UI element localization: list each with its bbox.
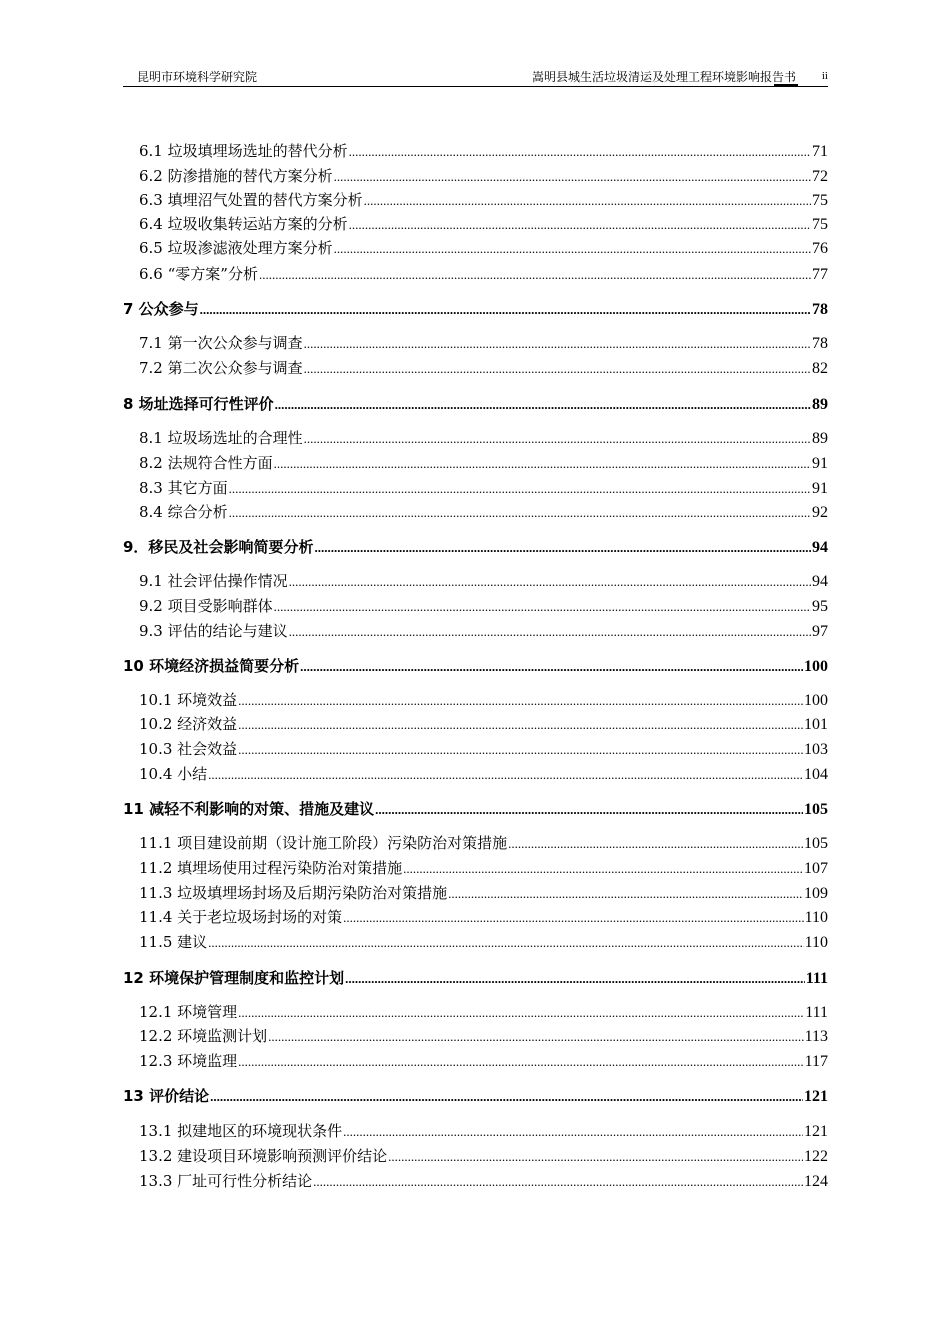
toc-section-entry[interactable] [139, 1001, 828, 1023]
toc-entry-title: 12.1 环境管理 [139, 1003, 238, 1021]
toc-section-entry[interactable] [139, 882, 828, 904]
toc-chapter-entry[interactable] [123, 1085, 828, 1107]
toc-entry-title: 13.2 建设项目环境影响预测评价结论 [139, 1147, 388, 1165]
toc-section-entry[interactable] [139, 427, 828, 449]
header-report-title: 嵩明县城生活垃圾清运及处理工程环境影响报告书 [531, 70, 796, 84]
toc-entry-title: 9.3 评估的结论与建议 [139, 622, 288, 640]
toc-entry-page: 110 [804, 934, 828, 951]
toc-entry-title: 10.3 社会效益 [139, 740, 238, 758]
toc-section-entry[interactable] [139, 501, 828, 523]
toc-dot-leader [274, 596, 811, 618]
toc-entry-page: 121 [804, 1088, 828, 1105]
toc-entry-page: 105 [804, 835, 828, 852]
toc-dot-leader [229, 478, 811, 500]
toc-section-entry[interactable] [139, 213, 828, 235]
toc-section-entry[interactable] [139, 595, 828, 617]
toc-entry-page: 89 [812, 430, 828, 447]
toc-chapter-entry[interactable] [123, 798, 828, 820]
toc-chapter-entry[interactable] [123, 967, 828, 989]
toc-entry-page: 78 [812, 301, 828, 318]
toc-dot-leader [229, 502, 811, 524]
toc-dot-leader [275, 394, 811, 416]
toc-section-entry[interactable] [139, 620, 828, 642]
toc-entry-title: 10 环境经济损益简要分析 [123, 657, 300, 675]
toc-entry-page: 91 [812, 480, 828, 497]
toc-section-entry[interactable] [139, 357, 828, 379]
toc-entry-page: 100 [804, 692, 828, 709]
toc-entry-title: 6.1 垃圾填埋场选址的替代分析 [139, 142, 348, 160]
toc-dot-leader [343, 1121, 803, 1143]
toc-dot-leader [208, 932, 803, 954]
toc-entry-page: 103 [804, 741, 828, 758]
toc-dot-leader [364, 190, 811, 212]
toc-entry-page: 101 [804, 716, 828, 733]
toc-section-entry[interactable] [139, 165, 828, 187]
toc-entry-page: 75 [812, 216, 828, 233]
toc-dot-leader [313, 1171, 803, 1193]
toc-entry-title: 9．移民及社会影响简要分析 [123, 538, 314, 556]
toc-dot-leader [403, 858, 803, 880]
toc-dot-leader [345, 968, 805, 990]
page-header [123, 66, 828, 87]
toc-section-entry[interactable] [139, 477, 828, 499]
toc-entry-page: 117 [804, 1053, 828, 1070]
toc-section-entry[interactable] [139, 713, 828, 735]
toc-entry-page: 92 [812, 504, 828, 521]
toc-entry-title: 11.3 垃圾填埋场封场及后期污染防治对策措施 [139, 884, 448, 902]
toc-section-entry[interactable] [139, 931, 828, 953]
toc-dot-leader [304, 428, 811, 450]
toc-entry-page: 89 [812, 396, 828, 413]
toc-entry-page: 75 [812, 192, 828, 209]
toc-entry-page: 111 [805, 1004, 828, 1021]
toc-entry-page: 121 [804, 1123, 828, 1140]
toc-dot-leader [304, 333, 811, 355]
toc-entry-title: 8.1 垃圾场选址的合理性 [139, 429, 303, 447]
toc-dot-leader [300, 656, 803, 678]
toc-section-entry[interactable] [139, 1025, 828, 1047]
toc-entry-title: 13 评价结论 [123, 1087, 210, 1105]
toc-entry-page: 82 [812, 360, 828, 377]
toc-entry-title: 10.1 环境效益 [139, 691, 238, 709]
toc-entry-page: 122 [804, 1148, 828, 1165]
toc-section-entry[interactable] [139, 140, 828, 162]
toc-section-entry[interactable] [139, 570, 828, 592]
toc-entry-title: 13.1 拟建地区的环境现状条件 [139, 1122, 343, 1140]
toc-entry-title: 11.2 填埋场使用过程污染防治对策措施 [139, 859, 403, 877]
toc-dot-leader [238, 1051, 803, 1073]
toc-entry-page: 107 [804, 860, 828, 877]
toc-entry-page: 91 [812, 455, 828, 472]
toc-section-entry[interactable] [139, 1120, 828, 1142]
toc-dot-leader [210, 1086, 803, 1108]
toc-entry-title: 6.6 “零方案”分析 [139, 265, 258, 283]
toc-dot-leader [208, 764, 803, 786]
toc-entry-page: 95 [812, 598, 828, 615]
toc-entry-title: 12.3 环境监理 [139, 1052, 238, 1070]
toc-section-entry[interactable] [139, 189, 828, 211]
toc-entry-page: 109 [804, 885, 828, 902]
header-page-number: ii [821, 70, 828, 82]
toc-entry-title: 8.4 综合分析 [139, 503, 228, 521]
toc-chapter-entry[interactable] [123, 536, 828, 558]
toc-section-entry[interactable] [139, 763, 828, 785]
toc-entry-page: 97 [812, 623, 828, 640]
toc-entry-title: 6.5 垃圾渗滤液处理方案分析 [139, 239, 333, 257]
toc-entry-page: 77 [812, 266, 828, 283]
toc-dot-leader [238, 739, 803, 761]
toc-entry-title: 8.3 其它方面 [139, 479, 228, 497]
toc-dot-leader [388, 1146, 803, 1168]
toc-section-entry[interactable] [139, 332, 828, 354]
toc-section-entry[interactable] [139, 689, 828, 711]
toc-entry-title: 11 减轻不利影响的对策、措施及建议 [123, 800, 375, 818]
toc-section-entry[interactable] [139, 452, 828, 474]
toc-dot-leader [314, 537, 811, 559]
toc-entry-page: 124 [804, 1173, 828, 1190]
toc-entry-page: 94 [812, 573, 828, 590]
toc-entry-page: 78 [812, 335, 828, 352]
toc-section-entry[interactable] [139, 906, 828, 928]
toc-dot-leader [508, 833, 803, 855]
toc-entry-page: 76 [812, 240, 828, 257]
toc-dot-leader [334, 238, 811, 260]
toc-entry-title: 11.4 关于老垃圾场封场的对策 [139, 908, 343, 926]
toc-entry-title: 6.4 垃圾收集转运站方案的分析 [139, 215, 348, 233]
toc-chapter-entry[interactable] [123, 298, 828, 320]
toc-dot-leader [259, 264, 811, 286]
toc-chapter-entry[interactable] [123, 655, 828, 677]
toc-entry-title: 6.3 填埋沼气处置的替代方案分析 [139, 191, 363, 209]
toc-dot-leader [200, 299, 811, 321]
toc-entry-title: 6.2 防渗措施的替代方案分析 [139, 167, 333, 185]
toc-dot-leader [375, 799, 803, 821]
toc-section-entry[interactable] [139, 1050, 828, 1072]
header-institute: 昆明市环境科学研究院 [137, 70, 258, 84]
toc-entry-page: 105 [804, 801, 828, 818]
toc-entry-title: 7.1 第一次公众参与调查 [139, 334, 303, 352]
toc-entry-title: 11.5 建议 [139, 933, 208, 951]
toc-dot-leader [268, 1026, 803, 1048]
toc-section-entry[interactable] [139, 738, 828, 760]
toc-entry-page: 104 [804, 766, 828, 783]
toc-entry-title: 10.2 经济效益 [139, 715, 238, 733]
toc-entry-title: 7 公众参与 [123, 300, 199, 318]
toc-entry-title: 7.2 第二次公众参与调查 [139, 359, 303, 377]
toc-section-entry[interactable] [139, 832, 828, 854]
toc-entry-title: 12 环境保护管理制度和监控计划 [123, 969, 345, 987]
toc-section-entry[interactable] [139, 263, 828, 285]
toc-dot-leader [448, 883, 803, 905]
toc-dot-leader [238, 1002, 804, 1024]
toc-entry-page: 94 [812, 539, 828, 556]
toc-dot-leader [274, 453, 811, 475]
toc-entry-title: 8 场址选择可行性评价 [123, 395, 274, 413]
toc-dot-leader [289, 621, 811, 643]
toc-entry-page: 113 [804, 1028, 828, 1045]
toc-entry-title: 11.1 项目建设前期（设计施工阶段）污染防治对策措施 [139, 834, 508, 852]
toc-entry-title: 12.2 环境监测计划 [139, 1027, 268, 1045]
toc-entry-title: 10.4 小结 [139, 765, 208, 783]
toc-dot-leader [238, 690, 803, 712]
toc-dot-leader [343, 907, 803, 929]
toc-entry-page: 72 [812, 168, 828, 185]
toc-section-entry[interactable] [139, 237, 828, 259]
toc-dot-leader [334, 166, 811, 188]
toc-chapter-entry[interactable] [123, 393, 828, 415]
toc-dot-leader [238, 714, 803, 736]
toc-entry-page: 71 [812, 143, 828, 160]
toc-dot-leader [289, 571, 811, 593]
toc-entry-page: 110 [804, 909, 828, 926]
toc-section-entry[interactable] [139, 857, 828, 879]
toc-section-entry[interactable] [139, 1170, 828, 1192]
toc-entry-title: 8.2 法规符合性方面 [139, 454, 273, 472]
toc-entry-page: 100 [804, 658, 828, 675]
header-underline-mark [774, 84, 798, 86]
toc-entry-title: 13.3 厂址可行性分析结论 [139, 1172, 313, 1190]
toc-dot-leader [349, 141, 811, 163]
toc-entry-title: 9.2 项目受影响群体 [139, 597, 273, 615]
toc-entry-page: 111 [805, 970, 828, 987]
toc-dot-leader [304, 358, 811, 380]
toc-section-entry[interactable] [139, 1145, 828, 1167]
toc-dot-leader [349, 214, 811, 236]
toc-entry-title: 9.1 社会评估操作情况 [139, 572, 288, 590]
